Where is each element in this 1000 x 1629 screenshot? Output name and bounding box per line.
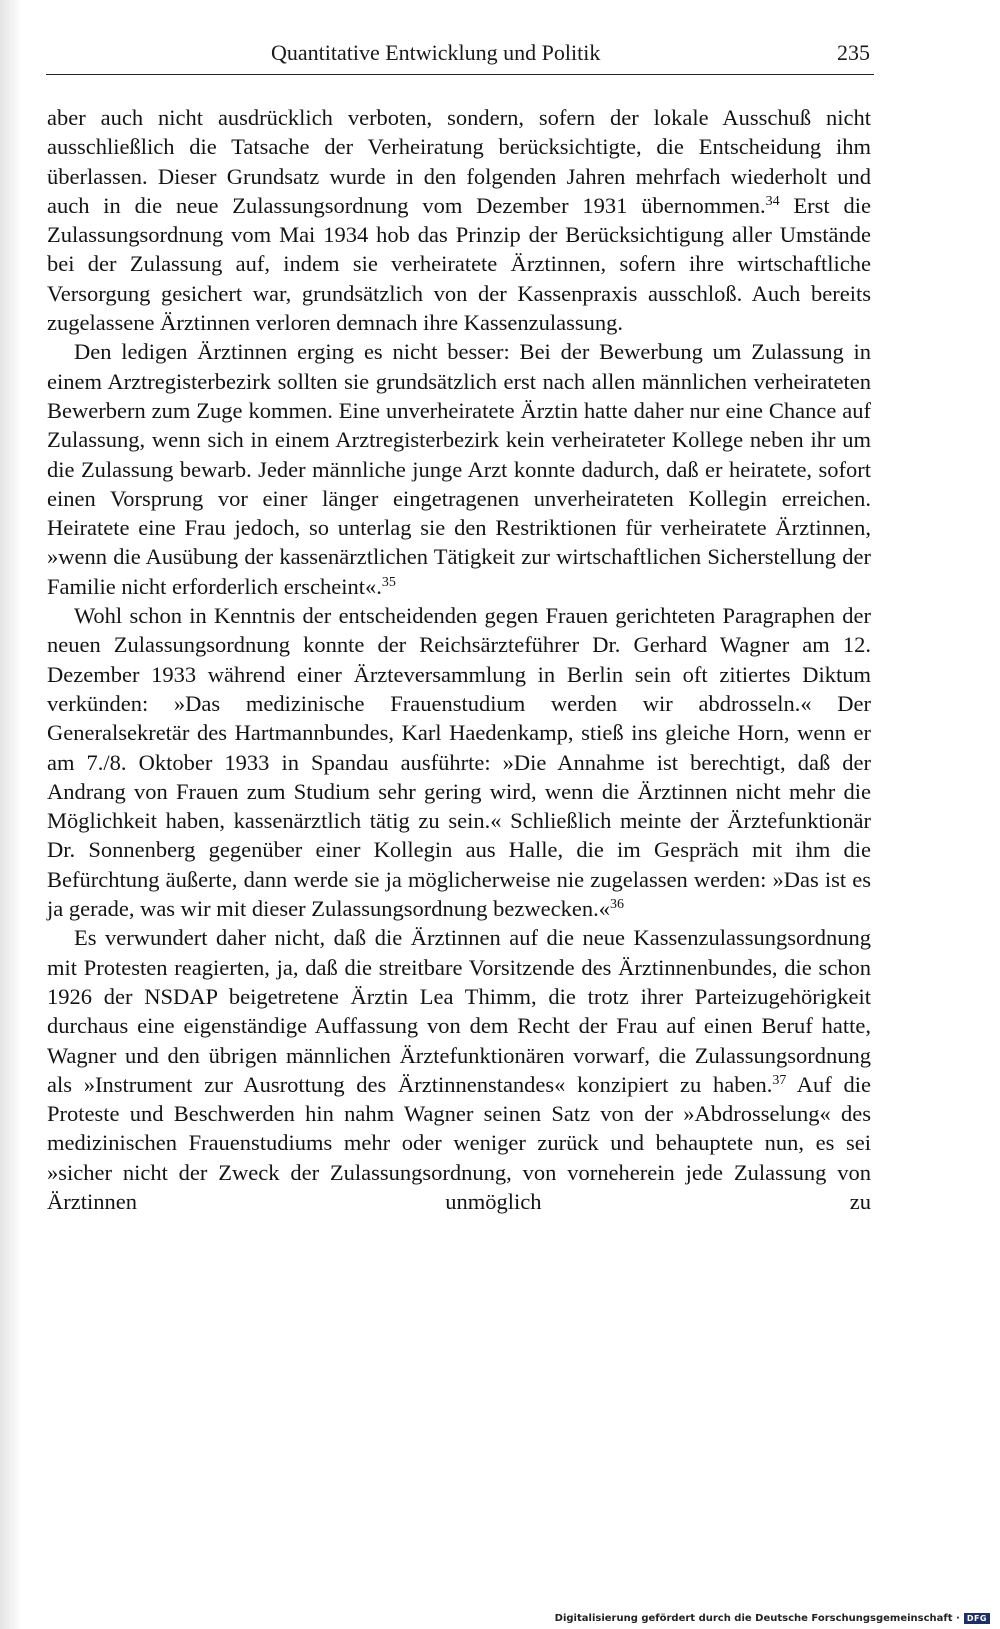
paragraph-1-text-a: aber auch nicht ausdrücklich verboten, sondern, sofern der lokale Ausschuß nicht ausschließlich die Tatsache der Verheiratung berücksichtigte, die Entscheidung ihm überlassen. Dieser Grundsatz wurde in den folgenden Jahren mehrfach wiederholt und auch in die neue Zulassungsordnung vom Dezember 1931 übernommen. [47, 105, 871, 218]
running-head [46, 38, 870, 78]
digitization-credit [555, 1610, 990, 1626]
paragraph-2 [47, 337, 871, 601]
footnote-ref-34: 34 [765, 193, 780, 209]
footnote-ref-35: 35 [381, 574, 396, 590]
credit-text: Digitalisierung gefördert durch die Deutsche Forschungsgemeinschaft · [554, 1612, 960, 1624]
paragraph-3 [47, 601, 871, 923]
paragraph-1 [47, 103, 871, 337]
running-title: Quantitative Entwicklung und Politik [271, 40, 601, 65]
page-number: 235 [837, 40, 870, 65]
dfg-logo: DFG [964, 1613, 990, 1624]
header-rule [46, 74, 874, 75]
paragraph-3-text: Wohl schon in Kenntnis der entscheidenden gegen Frauen gerichteten Paragraphen der neuen Zulassungsordnung konnte der Reichsärzteführer Dr. Gerhard Wagner am 12. Dezember 1933 während einer Ärzteversammlung in Berlin sein oft zitiertes Diktum verkünden: »Das medizinische Frauenstudium werden wir abdrosseln.« Der Generalsekretär des Hartmannbundes, Karl Haedenkamp, stieß ins gleiche Horn, wenn er am 7./8. Oktober 1933 in Spandau ausführte: »Die Annahme ist berechtigt, daß der Andrang von Frauen zum Studium sehr gering wird, wenn die Ärztinnen nicht mehr die Möglichkeit haben, kassenärztlich tätig zu sein.« Schließlich meinte der Ärztefunktionär Dr. Sonnenberg gegenüber einer Kollegin aus Halle, die im Gespräch mit ihm die Befürchtung äußerte, dann werde sie ja möglicherweise nie zugelassen werden: »Das ist es ja gerade, was wir mit dieser Zulassungsordnung bezwecken.« [47, 603, 871, 922]
paragraph-4 [47, 923, 871, 1216]
footnote-ref-37: 37 [772, 1072, 787, 1088]
body-text [47, 103, 871, 1216]
paragraph-4-text-b: Auf die Proteste und Beschwerden hin nahm Wagner seinen Satz von der »Abdrosselung« des medizinischen Frauenstudiums mehr oder weniger zurück und behauptete nun, es sei »sicher nicht der Zweck der Zulassungsordnung, von vorneherein jede Zulassung von Ärztinnen unmöglich zu [47, 1071, 871, 1214]
footnote-ref-36: 36 [609, 897, 624, 913]
paragraph-2-text: Den ledigen Ärztinnen erging es nicht besser: Bei der Bewerbung um Zulassung in einem Arztregisterbezirk sollten sie grundsätzlich erst nach allen männlichen verheirateten Bewerbern zum Zuge kommen. Eine unverheiratete Ärztin hatte daher nur eine Chance auf Zulassung, wenn sich in einem Arztregisterbezirk kein verheirateter Kollege neben ihr um die Zulassung bewarb. Jeder männliche junge Arzt konnte dadurch, daß er heiratete, sofort einen Vorsprung vor einer länger eingetragenen unverheirateten Kollegin erreichen. Heiratete eine Frau jedoch, so unterlag sie den Restriktionen für verheiratete Ärztinnen, »wenn die Ausübung der kassenärztlichen Tätigkeit zur wirtschaftlichen Sicherstellung der Familie nicht erforderlich erscheint«. [47, 339, 871, 599]
paragraph-4-text-a: Es verwundert daher nicht, daß die Ärztinnen auf die neue Kassenzulassungsordnung mit Protesten reagierten, ja, daß die streitbare Vorsitzende des Ärztinnenbundes, die schon 1926 der NSDAP beigetretene Ärztin Lea Thimm, die trotz ihrer Parteizugehörigkeit durchaus eine eigenständige Auffassung von dem Recht der Frau auf einen Beruf hatte, Wagner und den übrigen männlichen Ärztefunktionären vorwarf, die Zulassungsordnung als »Instrument zur Ausrottung des Ärztinnenstandes« konzipiert zu haben. [47, 925, 871, 1097]
paragraph-1-text-b: Erst die Zulassungsordnung vom Mai 1934 hob das Prinzip der Berücksichtigung aller Umstände bei der Zulassung auf, indem sie verheiratete Ärztinnen, sofern ihre wirtschaftliche Versorgung gesichert war, grundsätzlich von der Kassenpraxis ausschloß. Auch bereits zugelassene Ärztinnen verloren demnach ihre Kassenzulassung. [47, 192, 872, 336]
